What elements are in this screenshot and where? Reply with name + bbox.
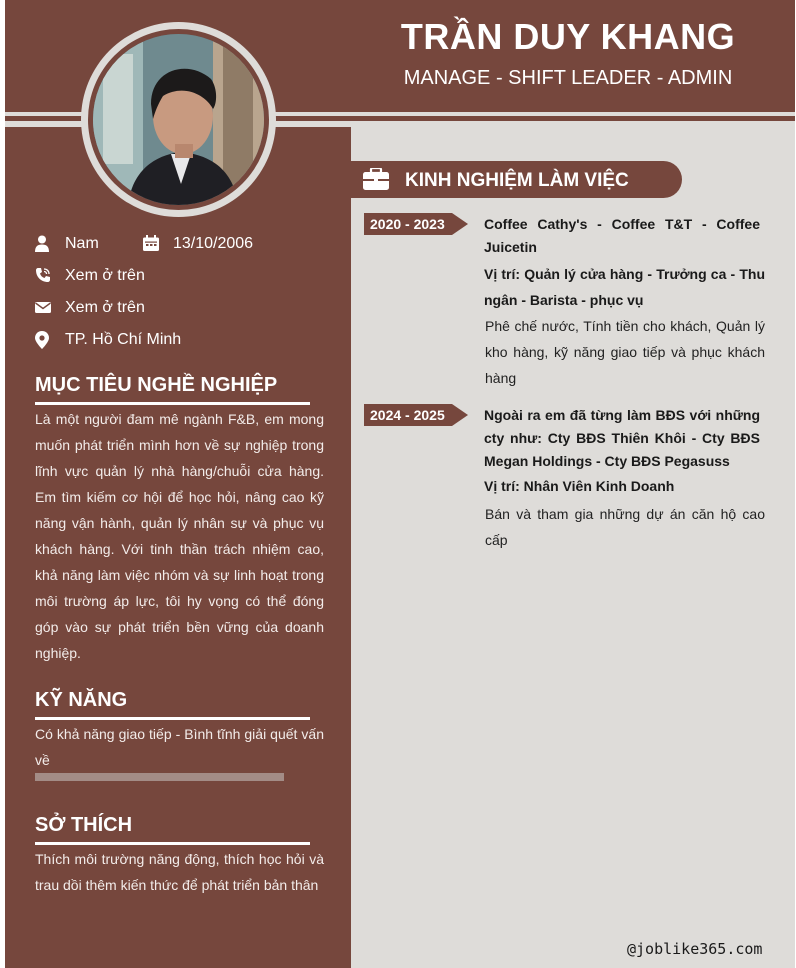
gender-value: Nam (65, 235, 99, 252)
period-label: 2020 - 2023 (370, 216, 445, 232)
skills-text: Có khả năng giao tiếp - Bình tĩnh giải quết vấn về (35, 726, 324, 768)
experience-position: Vị trí: Quản lý cửa hàng - Trưởng ca - Thu ngân - Barista - phục vụ (484, 266, 765, 308)
experience-company: Ngoài ra em đã từng làm BĐS với những cty như: Cty BĐS Thiên Khôi - Cty BĐS Megan Holdings - Cty BĐS Pegasuss (484, 407, 760, 469)
candidate-title: MANAGE - SHIFT LEADER - ADMIN (403, 67, 733, 89)
cv-page (5, 0, 795, 968)
email-value: Xem ở trên (65, 299, 145, 316)
avatar (93, 34, 264, 205)
experience-description: Phê chế nước, Tính tiền cho khách, Quản lý kho hàng, kỹ năng giao tiếp và phục khách hàng (485, 318, 765, 386)
address-row (35, 331, 285, 351)
hobbies-underline (35, 842, 310, 845)
experience-description: Bán và tham gia những dự án căn hộ cao cấp (485, 506, 765, 548)
candidate-name: TRẦN DUY KHANG (400, 16, 736, 57)
phone-icon (35, 267, 51, 285)
objective-text: Là một người đam mê ngành F&B, em mong muốn phát triển mình hơn về sự nghiệp trong lĩnh vực quản lý nhà hàng/chuỗi cửa hàng. Em tìm kiếm cơ hội để học hỏi, nâng cao kỹ năng vận hành, quản lý nhân sự và phục vụ khách hàng. Với tinh thần trách nhiệm cao, khả năng làm việc nhóm và sự linh hoạt trong môi trường áp lực, tôi hy vọng có thể đóng góp vào sự phát triển bền vững của doanh nghiệp. (35, 411, 324, 661)
envelope-icon (35, 299, 51, 317)
address-value: TP. Hồ Chí Minh (65, 331, 182, 348)
experience-title: KINH NGHIỆM LÀM VIỆC (405, 170, 629, 191)
briefcase-icon (363, 168, 389, 195)
hobbies-text: Thích môi trường năng động, thích học hỏi và trau dồi thêm kiến thức để phát triển bản thân (35, 851, 324, 893)
user-icon (35, 235, 51, 253)
experience-company: Coffee Cathy's - Coffee T&T - Coffee Juicetin (484, 216, 760, 255)
objective-title: MỤC TIÊU NGHỀ NGHIỆP (35, 374, 278, 396)
phone-row (35, 267, 285, 287)
objective-underline (35, 402, 310, 405)
birthday-value: 13/10/2006 (173, 235, 254, 252)
skill-level-bar (35, 773, 284, 781)
skills-title: KỸ NĂNG (35, 689, 128, 711)
email-row (35, 299, 285, 319)
phone-value: Xem ở trên (65, 267, 145, 284)
experience-position: Vị trí: Nhân Viên Kinh Doanh (484, 478, 675, 494)
hobbies-title: SỞ THÍCH (35, 814, 133, 836)
skills-underline (35, 717, 310, 720)
period-label: 2024 - 2025 (370, 407, 445, 423)
birthday-row (143, 235, 293, 255)
location-pin-icon (35, 331, 51, 349)
footer-watermark: @joblike365.com (627, 940, 763, 958)
calendar-icon (143, 235, 159, 253)
